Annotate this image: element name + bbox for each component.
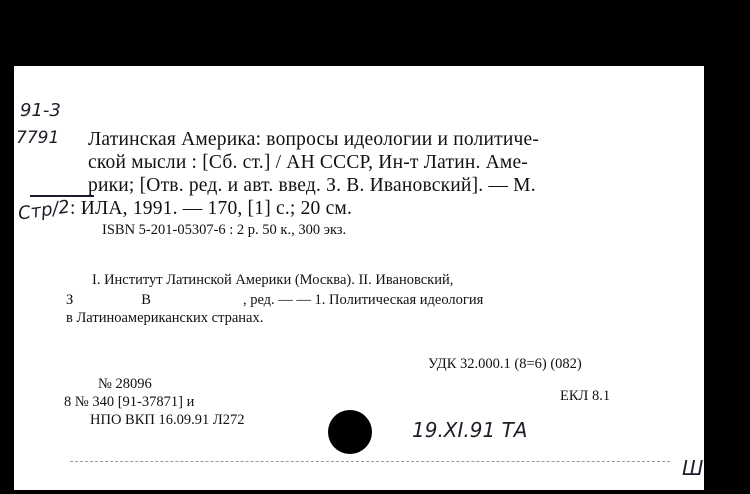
ekl-code: ЕКЛ 8.1 <box>560 388 611 404</box>
subjects-line-2 <box>66 292 483 309</box>
udk-code: УДК 32.000.1 (8=6) (082) <box>428 356 582 372</box>
card-edge-line <box>70 461 670 462</box>
subjects-line-3: в Латиноамериканских странах. <box>66 310 264 326</box>
handwritten-shelf-number: 7791 <box>16 128 60 148</box>
subjects-initial-1: З <box>66 292 74 308</box>
handwritten-corner-mark: Ш <box>682 456 704 480</box>
subjects-line-1: I. Институт Латинской Америки (Москва). II. Ивановский, <box>92 272 454 288</box>
order-number: 8 № 340 [91-37871] и <box>64 394 195 410</box>
handwritten-shelf-side: Стр/2 <box>16 196 72 225</box>
handwritten-shelf-top: 91-3 <box>20 100 61 121</box>
title-line-3: рики; [Отв. ред. и авт. введ. З. В. Ивановский]. — М. <box>88 175 536 196</box>
title-line-1: Латинская Америка: вопросы идеологии и политиче- <box>88 129 540 150</box>
punch-hole <box>328 410 372 454</box>
subjects-line-2-rest: , ред. — — 1. Политическая идеология <box>242 292 484 308</box>
title-line-2: ской мысли : [Сб. ст.] / АН СССР, Ин-т Латин. Аме- <box>88 152 528 173</box>
handwritten-date-note: 19.XI.91 ТА <box>412 418 528 442</box>
publisher-line: НПО ВКП 16.09.91 Л272 <box>90 412 245 428</box>
registration-number: № 28096 <box>98 376 152 392</box>
subjects-initial-2: В <box>141 292 151 308</box>
isbn-line: ISBN 5-201-05307-6 : 2 р. 50 к., 300 экз. <box>102 222 347 238</box>
title-line-4: : ИЛА, 1991. — 170, [1] с.; 20 см. <box>70 198 353 219</box>
